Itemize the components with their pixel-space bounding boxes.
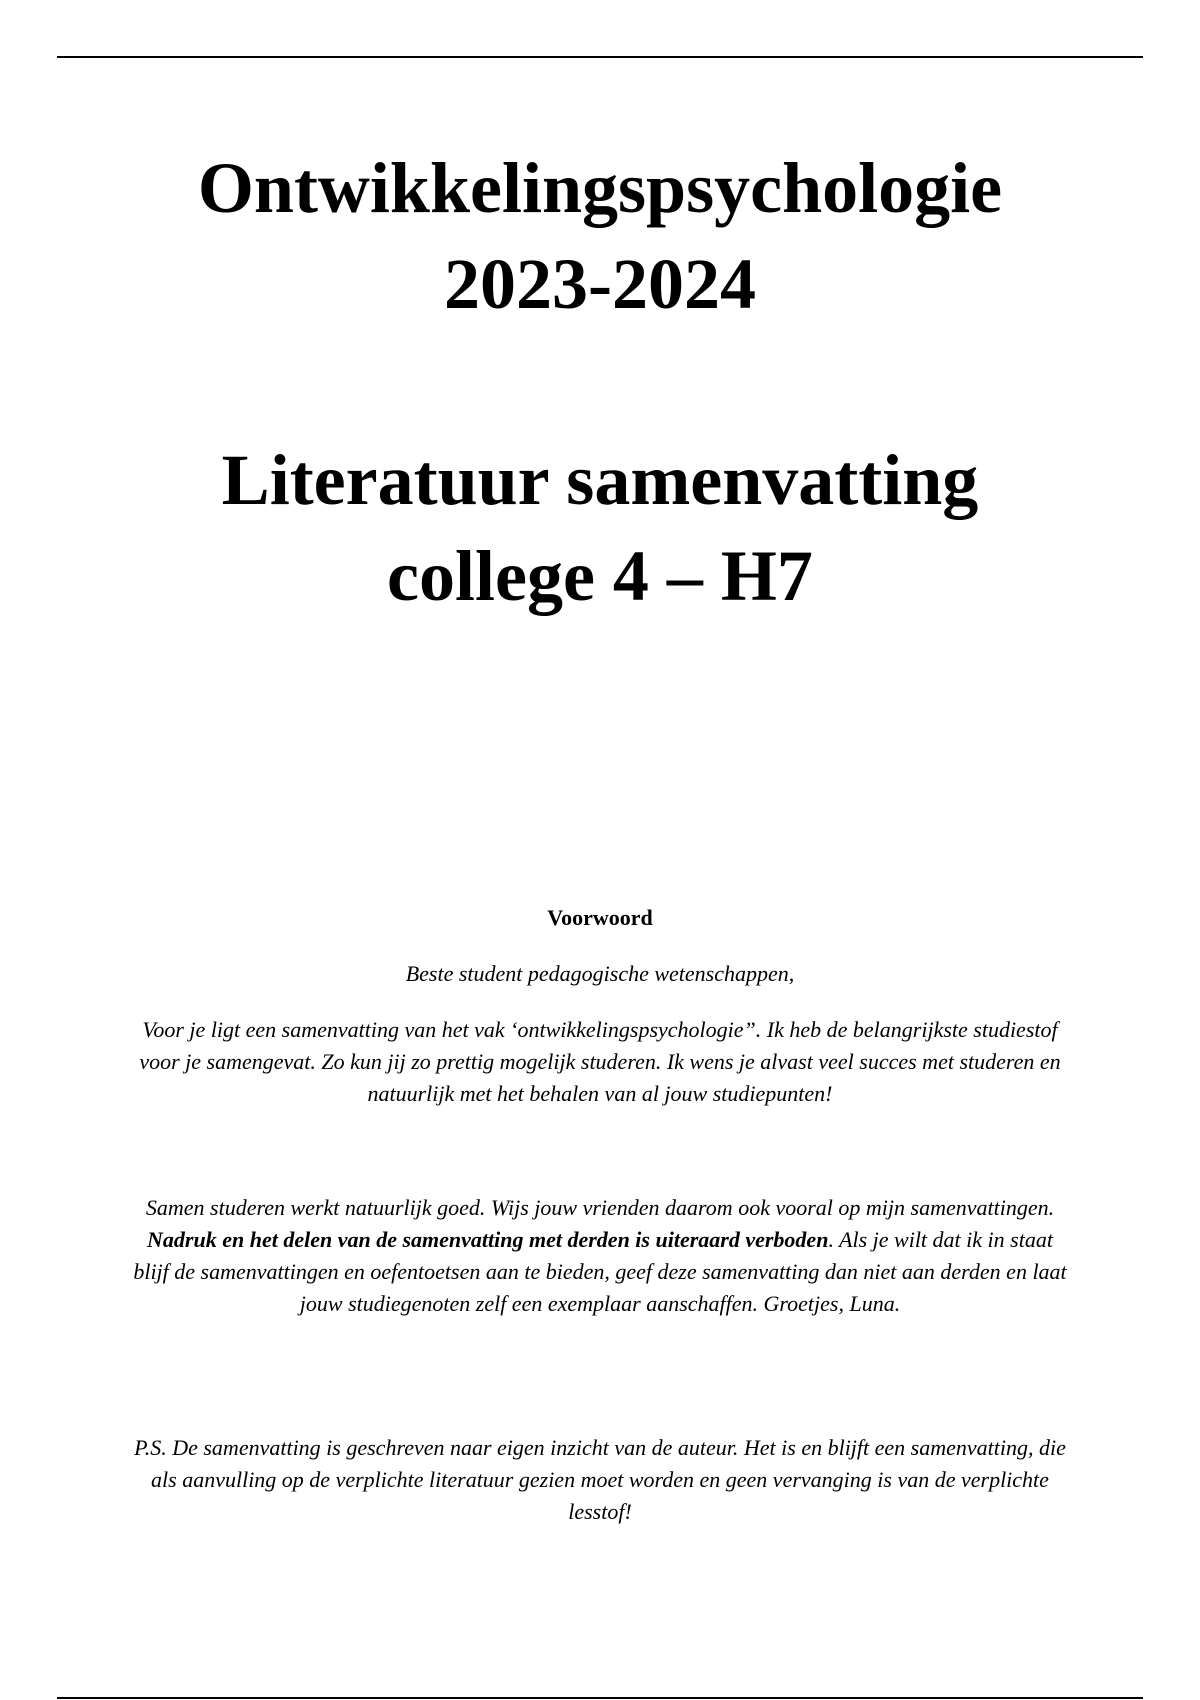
- preface-paragraph-3-text: P.S. De samenvatting is geschreven naar eigen inzicht van de auteur. Het is en blijft een samenvatting, die als aanvulling op de verplichte literatuur gezien moet worden en geen vervanging is van de verplichte lesstof!: [134, 1435, 1066, 1524]
- preface-heading: Voorwoord: [547, 905, 653, 930]
- document-title-line-1: Ontwikkelingspsychologie: [197, 148, 1003, 228]
- preface-paragraph-2-warning: Nadruk en het delen van de samenvatting met derden is uiteraard verboden: [147, 1227, 829, 1252]
- preface-paragraph-2-text: [130, 1192, 1070, 1320]
- document-subtitle-line-1: Literatuur samenvatting: [221, 440, 979, 520]
- preface-paragraph-2-rest: . Als je wilt dat ik in staat blijf de samenvattingen en oefentoetsen aan te bieden, geef deze samenvatting dan niet aan derden en laat jouw studiegenoten zelf een exemplaar aanschaffen. Groetjes, Luna.: [133, 1227, 1067, 1316]
- preface-paragraph-2-intro: Samen studeren werkt natuurlijk goed. Wijs jouw vrienden daarom ook vooral op mijn samenvattingen.: [145, 1195, 1055, 1220]
- preface-paragraph-2: [130, 1192, 1070, 1320]
- preface-greeting: Beste student pedagogische wetenschappen,: [405, 961, 795, 986]
- preface-paragraph-1-text: Voor je ligt een samenvatting van het vak ‘ontwikkelingspsychologie”. Ik heb de belangrijkste studiestof voor je samengevat. Zo kun jij zo prettig mogelijk studeren. Ik wens je alvast veel succes met studeren en natuurlijk met het behalen van al jouw studiepunten!: [139, 1017, 1061, 1106]
- bottom-rule: [57, 1697, 1143, 1699]
- document-subtitle: [0, 432, 1200, 624]
- document-title-line-2: 2023-2024: [444, 244, 756, 324]
- preface-paragraph-1: [130, 1014, 1070, 1110]
- document-subtitle-line-2: college 4 – H7: [387, 536, 813, 616]
- document-title: [0, 140, 1200, 332]
- preface-paragraph-3: [130, 1432, 1070, 1528]
- top-rule: [57, 56, 1143, 58]
